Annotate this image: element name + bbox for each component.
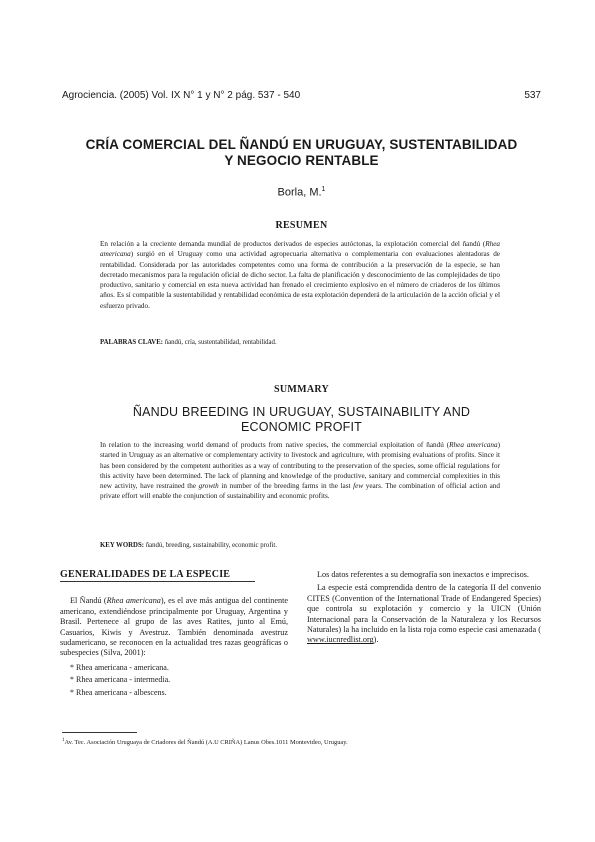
resumen-keywords: PALABRAS CLAVE: ñandú, cría, sustentabilidad, rentabilidad.	[100, 339, 277, 346]
body-left-column	[60, 570, 288, 698]
body-paragraph: La especie está comprendida dentro de la categoría II del convenio CITES (Convention of the International Trade of Endangered Species) que controla su explotación y comercio y la UICN (Unión Internacional para la Conservación de la Naturaleza y los Recursos Naturales) la ha incluido en la lista roja como especie casi amenazada ( www.iucnredlist.org).	[307, 583, 541, 645]
summary-abstract: In relation to the increasing world demand of products from native species, the commercial exploitation of ñandú (Rhea americana) started in Uruguay as an alternative or complementary activity to livestock and agriculture, with promising evaluations of profits. Since it has been considered by the competent authorities as a way of contributing to the preservation of the species, some official regulations for this activity have been determined. The lack of planning and knowledge of the productive, sanitary and commercial complexities in this new activity, have restrained the growth in number of the breeding farms in the last few years. The combination of official action and private effort will enable the conjunction of sustainability and economic profits.	[100, 441, 500, 501]
author-name: Borla, M.	[277, 186, 322, 199]
title-line-1: CRÍA COMERCIAL DEL ÑANDÚ EN URUGUAY, SUSTENTABILIDAD	[85, 137, 518, 152]
list-item: * Rhea americana - americana.	[70, 662, 169, 672]
journal-citation: Agrociencia. (2005) Vol. IX N° 1 y N° 2 pág. 537 - 540	[62, 90, 301, 101]
subspecies-list	[60, 663, 288, 698]
running-header	[62, 90, 541, 104]
list-item: * Rhea americana - albescens.	[70, 687, 167, 697]
species-name: Rhea americana	[106, 596, 161, 606]
author-line	[62, 186, 541, 199]
footnote-divider	[62, 732, 137, 733]
summary-title-line-1: ÑANDU BREEDING IN URUGUAY, SUSTAINABILITY AND	[132, 405, 471, 419]
keywords-label: KEY WORDS:	[100, 542, 144, 549]
list-item: * Rhea americana - intermedia.	[70, 675, 171, 685]
summary-title	[62, 405, 541, 434]
section-heading: GENERALIDADES DE LA ESPECIE	[60, 570, 255, 582]
summary-heading: SUMMARY	[273, 384, 330, 395]
summary-title-line-2: ECONOMIC PROFIT	[240, 419, 363, 434]
resumen-heading: RESUMEN	[275, 220, 328, 231]
body-right-column	[307, 570, 541, 646]
body-paragraph: El Ñandú (Rhea americana), es el ave más antigua del continente americano, extendiéndose principalmente por Uruguay, Argentina y Brasil. Pertenece al grupo de las aves Ratites, junto al Emú, Casuarios, Kiwis y Avestruz. También denominada avestruz sudamericano, se reconocen en la actualidad tres razas geográficas o subespecies (Silva, 2001):	[60, 596, 288, 658]
title-line-2: Y NEGOCIO RENTABLE	[224, 153, 379, 168]
body-paragraph: Los datos referentes a su demografía son inexactos e imprecisos.	[317, 570, 529, 579]
iucn-link[interactable]: www.iucnredlist.org	[307, 635, 374, 645]
footnote: $^1$Av. Tec. Asociación Uruguaya de Criadores del Ñandú (A.U CRIÑA) Lanus Obes.1011 Montevideo, Uruguay.	[62, 738, 348, 747]
page-number: 537	[524, 90, 541, 101]
footnote-mark: 1	[62, 738, 65, 743]
article-title	[62, 137, 541, 169]
author-footnote-mark: 1	[321, 186, 326, 193]
species-name: Rhea americana	[449, 441, 498, 449]
keywords-label: PALABRAS CLAVE:	[100, 339, 164, 346]
summary-keywords: KEY WORDS: ñandú, breeding, sustainability, economic profit.	[100, 542, 278, 549]
resumen-abstract: En relación a la creciente demanda mundial de productos derivados de especies autóctonas, la explotación comercial del ñandú (Rhea americana) surgió en el Uruguay como una actividad agropecuaria alternativa o complementaria con evaluaciones alentadoras de rentabilidad. Considerada por las autoridades competentes como una forma de contribución a la preservación de la especie, se han decretado mecanismos para la regulación oficial de dicho sector. La falta de planificación y desconocimiento de las complejidades de tipo productivo, sanitario y comercial en esta nueva actividad han frenado el crecimiento explosivo en el número de criaderos de los últimos años. Es sí compatible la sustentabilidad y rentabilidad económica de esta explotación dependerá de la articulación de la acción oficial y el esfuerzo privado.	[100, 240, 500, 310]
species-name: Rhea americana	[100, 240, 500, 259]
